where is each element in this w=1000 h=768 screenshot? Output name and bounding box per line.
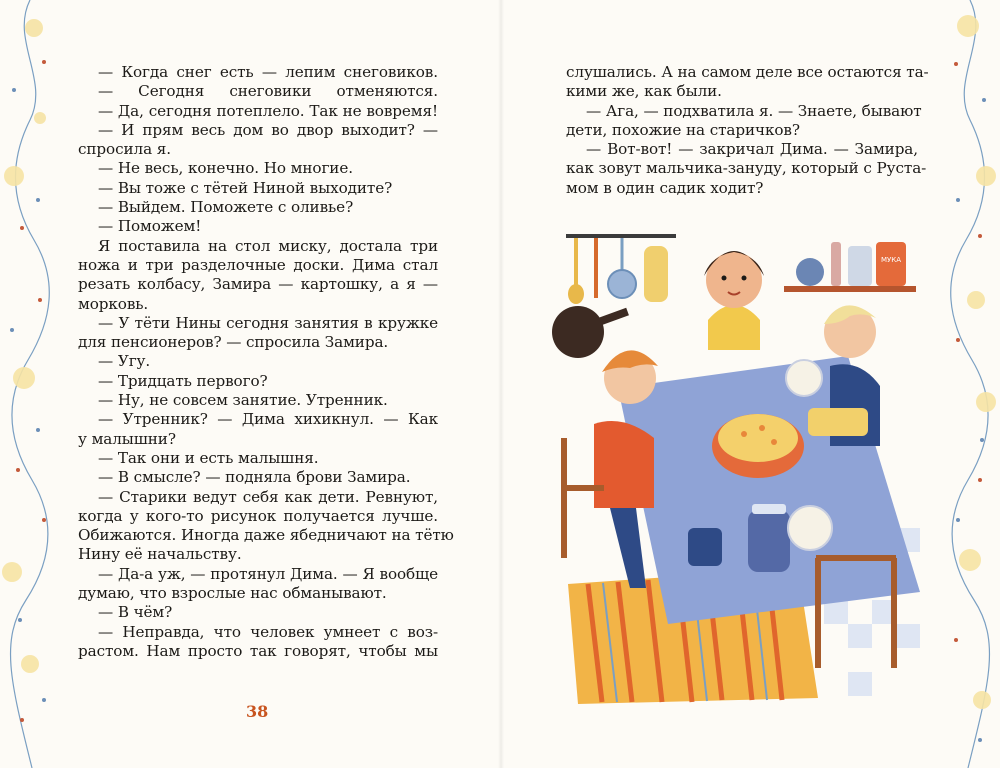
text-line: ножа и три разделочные доски. Дима стал — [78, 255, 438, 274]
text-line: — Вот-вот! — закричал Дима. — Замира, — [586, 140, 918, 159]
kitchen-illustration — [548, 228, 924, 704]
text-line: Обижаются. Иногда даже ябедничают на тётю — [78, 526, 454, 545]
left-page-text — [78, 63, 454, 661]
text-line: думаю, что взрослые нас обманывают. — [78, 584, 387, 603]
text-line: — Неправда, что человек умнеет с воз- — [98, 622, 438, 641]
text-line: — Да-а уж, — протянул Дима. — Я вообще — [98, 564, 438, 583]
text-line: как зовут мальчика-зануду, который с Руста- — [566, 159, 927, 178]
text-line: — В смысле? — подняла брови Замира. — [98, 468, 411, 487]
text-line: спросила я. — [78, 140, 171, 159]
text-line: — Да, сегодня потеплело. Так не вовремя! — [98, 101, 438, 120]
shelf-with-jars-icon — [784, 242, 916, 292]
text-line: — Угу. — [98, 352, 151, 371]
text-line: — Не весь, конечно. Но многие. — [98, 159, 353, 178]
right-page-text — [566, 63, 929, 198]
text-line: кими же, как были. — [566, 82, 722, 101]
text-line: когда у кого-то рисунок получается лучше. — [78, 506, 438, 525]
text-line: мом в один садик ходит? — [566, 178, 764, 197]
page-number: 38 — [246, 702, 269, 721]
vine-border-right-icon — [940, 0, 1000, 768]
girl-left-icon — [594, 350, 658, 588]
text-line: — Старики ведут себя как дети. Ревнуют, — [98, 487, 438, 506]
text-line: морковь. — [78, 294, 149, 313]
text-line: — Когда снег есть — лепим снеговиков. — [98, 63, 438, 81]
text-line: Я поставила на стол миску, достала три — [98, 236, 438, 255]
text-line: — Ну, не совсем занятие. Утренник. — [98, 391, 388, 410]
text-line: — Выйдем. Поможете с оливье? — [98, 198, 354, 217]
text-line: — Так они и есть малышня. — [98, 448, 319, 467]
vine-border-left-icon — [0, 0, 60, 768]
pickle-jar-icon — [748, 504, 790, 572]
jar-label: МУКА — [880, 256, 902, 264]
text-line: для пенсионеров? — спросила Замира. — [78, 333, 389, 352]
text-line: слушались. А на самом деле все остаются та- — [566, 63, 929, 81]
text-line: — Тридцать первого? — [98, 371, 268, 390]
text-line: — Поможем! — [98, 217, 202, 236]
hanging-utensils-icon — [552, 234, 676, 358]
text-line: — Сегодня снеговики отменяются. — [98, 82, 438, 101]
text-line: — В чём? — [98, 603, 173, 622]
book-gutter — [498, 0, 504, 768]
text-line: — Вы тоже с тётей Ниной выходите? — [98, 178, 393, 197]
salad-bowl-icon — [712, 414, 804, 478]
plate-icon — [788, 506, 832, 550]
text-line: Нину её начальству. — [78, 545, 242, 564]
text-line: растом. Нам просто так говорят, чтобы мы — [78, 641, 438, 660]
plate-icon — [786, 360, 822, 396]
mug-icon — [688, 528, 722, 566]
text-line: резать колбасу, Замира — картошку, а я — — [78, 275, 438, 294]
text-line: — У тёти Нины сегодня занятия в кружке — [98, 313, 438, 332]
text-line: — Утренник? — Дима хихикнул. — Как — [98, 410, 438, 429]
text-line: у малышни? — [78, 429, 176, 448]
text-line: — И прям весь дом во двор выходит? — — [98, 120, 438, 139]
text-line: дети, похожие на старичков? — [566, 120, 800, 139]
girl-back-icon — [704, 251, 764, 350]
text-line: — Ага, — подхватила я. — Знаете, бывают — [586, 101, 922, 120]
